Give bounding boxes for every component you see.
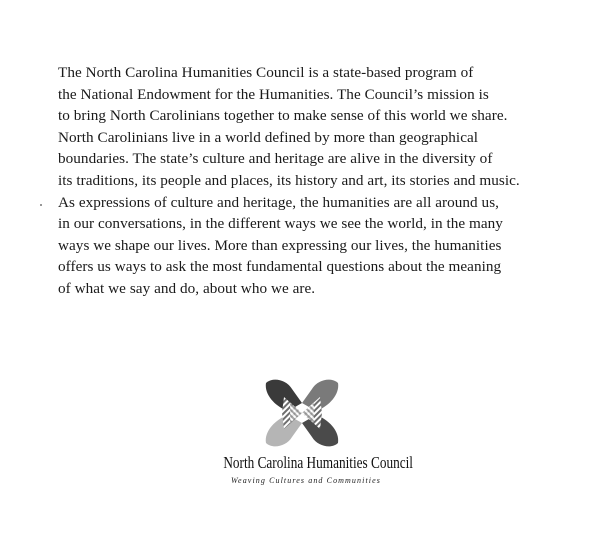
scan-speck bbox=[40, 204, 42, 206]
mission-line: North Carolinians live in a world defined by more than geographical bbox=[58, 128, 479, 146]
mission-line: boundaries. The state’s culture and heritage are alive in the diversity of bbox=[58, 150, 493, 168]
mission-line: to bring North Carolinians together to make sense of this world we share. bbox=[58, 107, 508, 125]
mission-line: As expressions of culture and heritage, the humanities are all around us, bbox=[58, 193, 500, 211]
org-name: North Carolina Humanities Council bbox=[223, 453, 413, 472]
mission-line: ways we shape our lives. More than expressing our lives, the humanities bbox=[58, 236, 502, 254]
mission-line: its traditions, its people and places, its history and art, its stories and music. bbox=[58, 171, 520, 189]
mission-line: The North Carolina Humanities Council is a state-based program of bbox=[58, 64, 474, 81]
mission-line: offers us ways to ask the most fundamental questions about the meaning bbox=[58, 258, 502, 276]
mission-line: the National Endowment for the Humanities. The Council’s mission is bbox=[58, 85, 489, 103]
mission-line: in our conversations, in the different ways we see the world, in the many bbox=[58, 215, 503, 233]
org-tagline: Weaving Cultures and Communities bbox=[231, 476, 381, 485]
woven-hearts-logo-icon bbox=[262, 377, 342, 449]
mission-line: of what we say and do, about who we are. bbox=[58, 279, 316, 297]
mission-statement bbox=[58, 62, 598, 300]
